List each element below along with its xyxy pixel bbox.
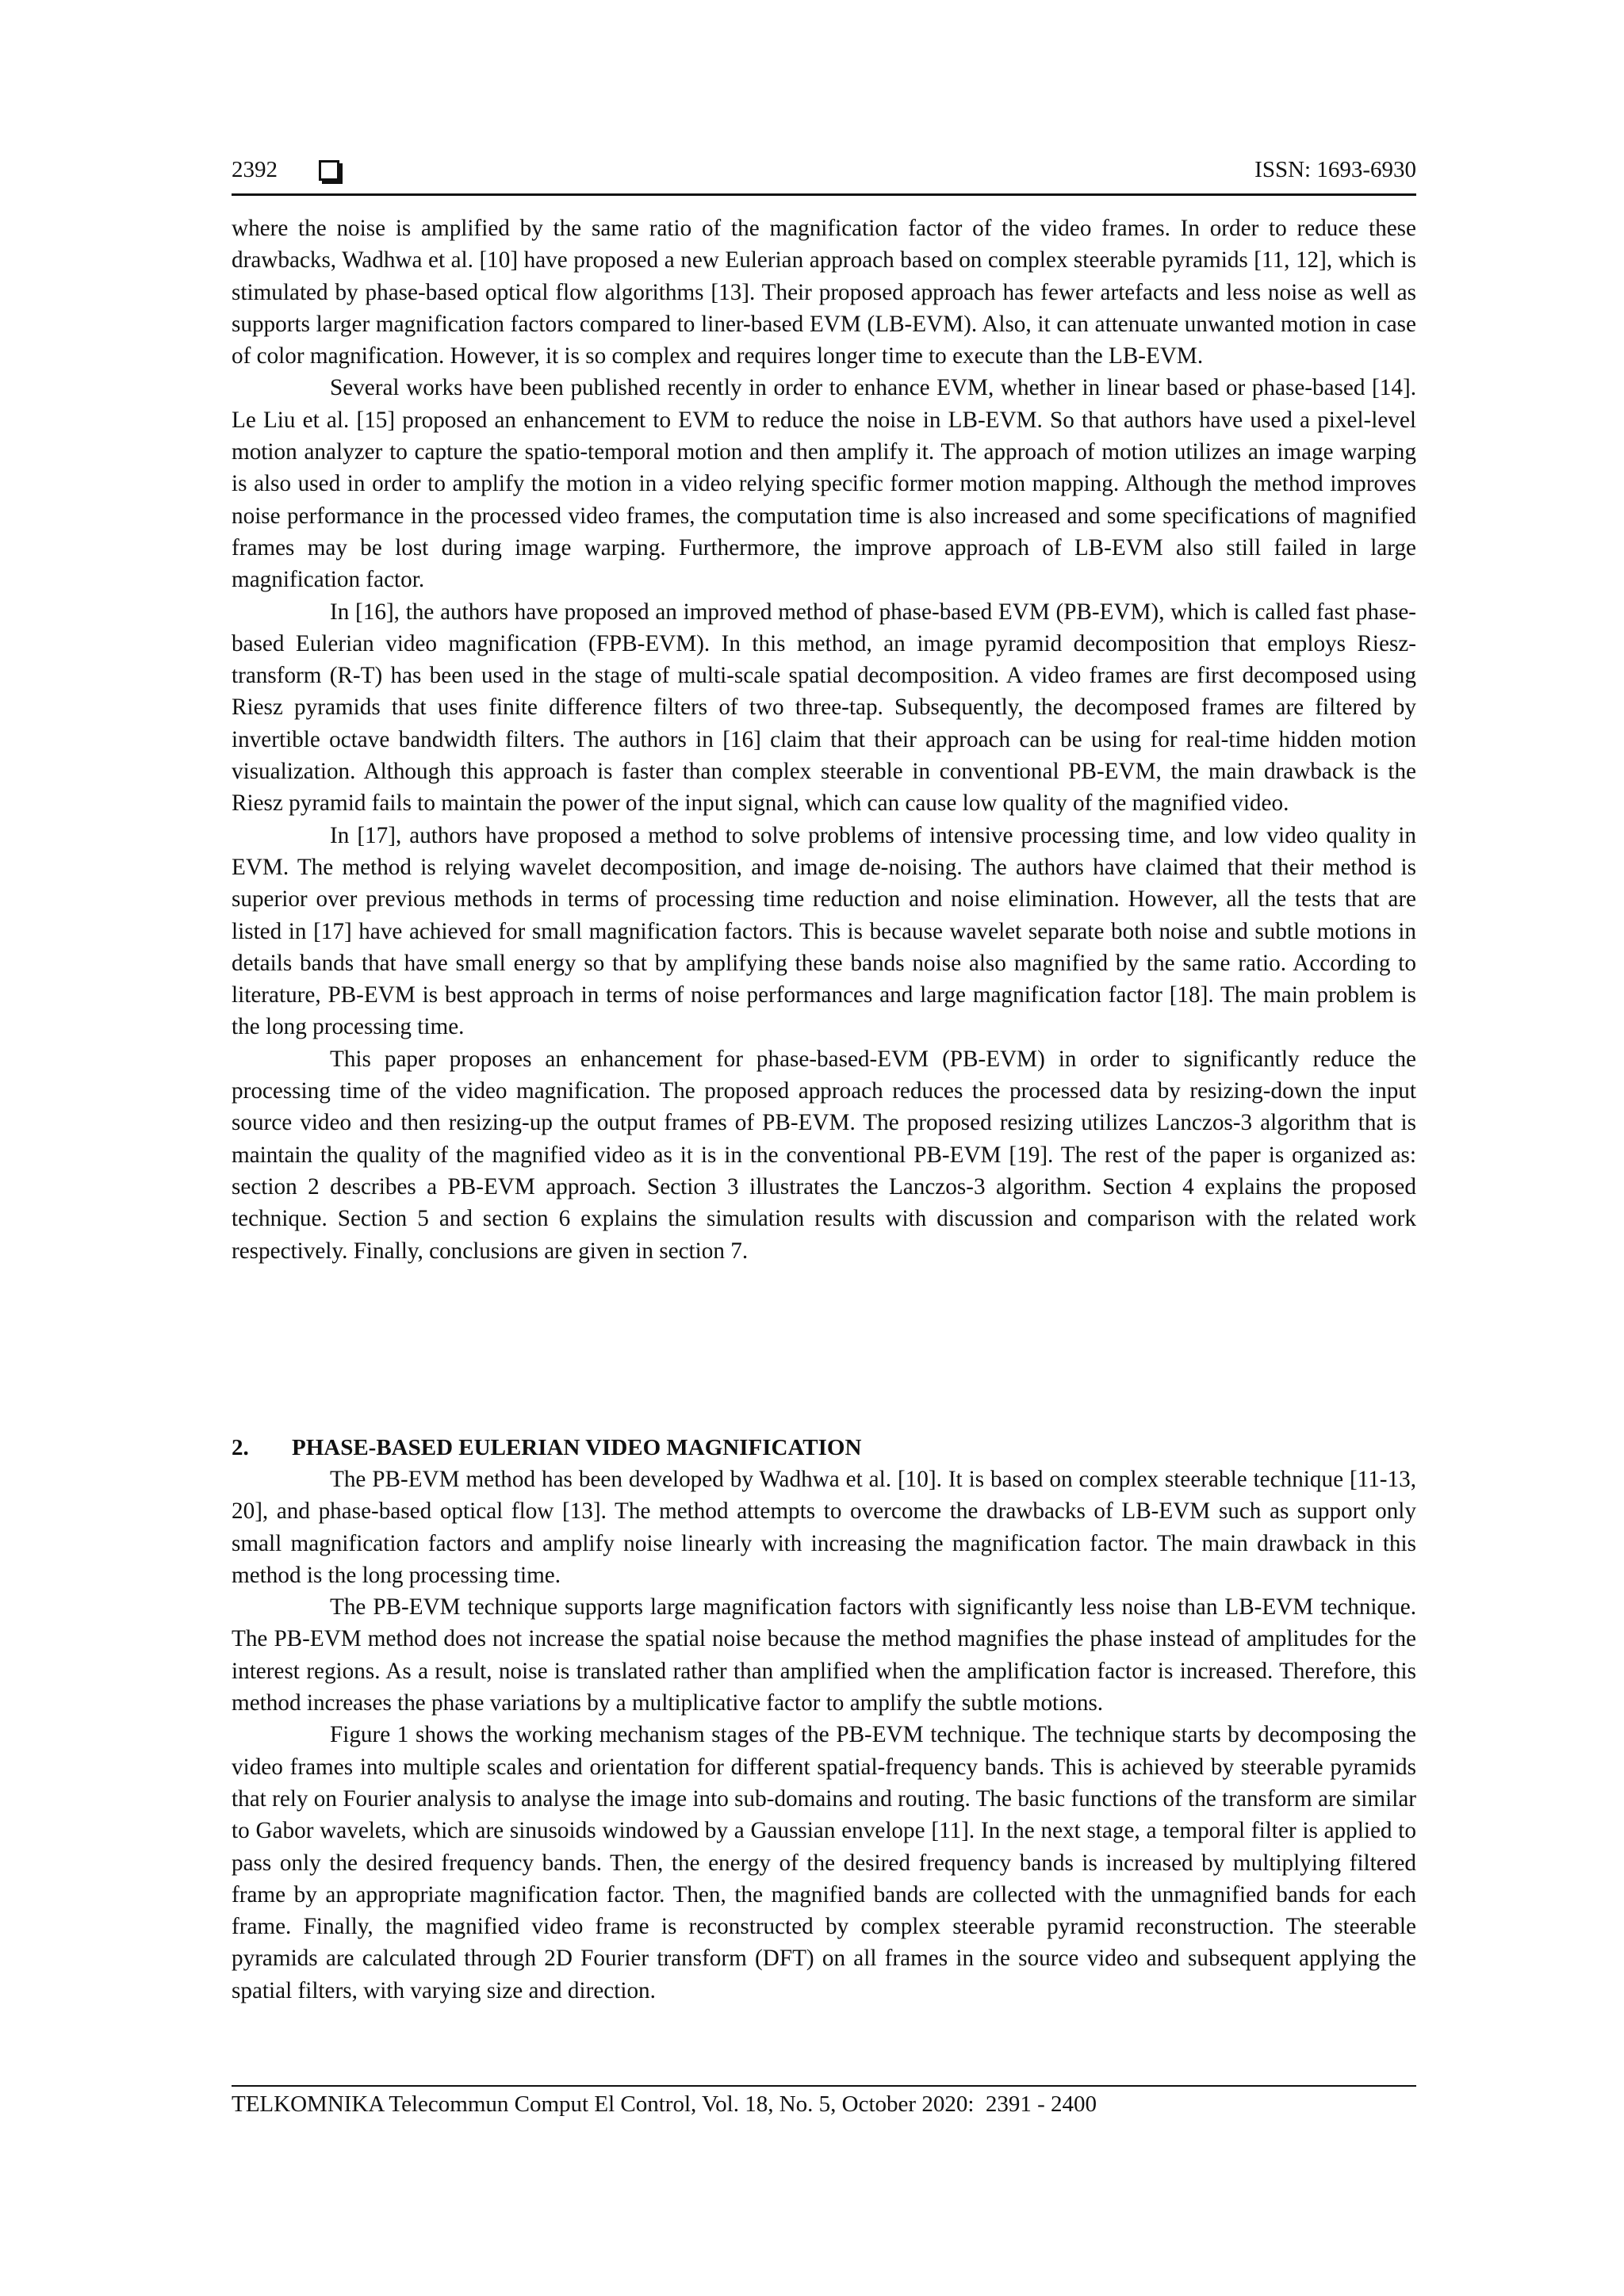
journal-citation: TELKOMNIKA Telecommun Comput El Control, Vol. 18, No. 5, October 2020: 2391 - 2400 [232,2091,1097,2117]
section-title: PHASE-BASED EULERIAN VIDEO MAGNIFICATION [292,1435,862,1460]
header-rule [232,193,1416,196]
paragraph: In [16], the authors have proposed an improved method of phase-based EVM (PB-EVM), which is called fast phase-based Eulerian video magnification (FPB-EVM). In this method, an image pyramid decomposition that employs Riesz-transform (R-T) has been used in the stage of multi-scale spatial decomposition. A video frames are first decomposed using Riesz pyramids that uses finite difference filters of two three-tap. Subsequently, the decomposed frames are filtered by invertible octave bandwidth filters. The authors in [16] claim that their approach can be using for real-time hidden motion visualization. Although this approach is faster than complex steerable in conventional PB-EVM, the main drawback is the Riesz pyramid fails to maintain the power of the input signal, which can cause low quality of the magnified video. [232,599,1416,817]
paragraph: The PB-EVM technique supports large magnification factors with significantly less noise than LB-EVM technique. The PB-EVM method does not increase the spatial noise because the method magnifies the phase instead of amplitudes for the interest regions. As a result, noise is translated rather than amplified when the amplification factor is increased. Therefore, this method increases the phase variations by a multiplicative factor to amplify the subtle motions. [232,1594,1416,1716]
footer-rule [232,2085,1416,2087]
paragraph: Several works have been published recently in order to enhance EVM, whether in linear based or phase-based [14]. Le Liu et al. [15] proposed an enhancement to EVM to reduce the noise in LB-EVM. So that authors have used a pixel-level motion analyzer to capture the spatio-temporal motion and then amplify it. The approach of motion utilizes an image warping is also used in order to amplify the motion in a video relying specific former motion mapping. Although the method improves noise performance in the processed video frames, the computation time is also increased and some specifications of magnified frames may be lost during image warping. Furthermore, the improve approach of LB-EVM also still failed in large magnification factor. [232,375,1416,593]
section-heading [232,1432,1416,1464]
issn-label: ISSN: 1693-6930 [1254,157,1416,182]
paragraph: In [17], authors have proposed a method to solve problems of intensive processing time, and low video quality in EVM. The method is relying wavelet decomposition, and image de-noising. The authors have claimed that their method is superior over previous methods in terms of processing time reduction and noise elimination. However, all the tests that are listed in [17] have achieved for small magnification factors. This is because wavelet separate both noise and subtle motions in details bands that have small energy so that by amplifying these bands noise also magnified by the same ratio. According to literature, PB-EVM is best approach in terms of noise performances and large magnification factor [18]. The main problem is the long processing time. [232,822,1416,1040]
page-header [232,155,1416,197]
paragraph: where the noise is amplified by the same ratio of the magnification factor of the video frames. In order to reduce these drawbacks, Wadhwa et al. [10] have proposed a new Eulerian approach based on complex steerable pyramids [11, 12], which is stimulated by phase-based optical flow algorithms [13]. Their proposed approach has fewer artefacts and less noise as well as supports larger magnification factors compared to liner-based EVM (LB-EVM). Also, it can attenuate unwanted motion in case of color magnification. However, it is so complex and requires longer time to execute than the LB-EVM. [232,216,1416,369]
intro-body [232,212,1416,1267]
section-number: 2. [232,1435,249,1460]
paragraph: Figure 1 shows the working mechanism stages of the PB-EVM technique. The technique starts by decomposing the video frames into multiple scales and orientation for different spatial-frequency bands. This is achieved by steerable pyramids that rely on Fourier analysis to analyse the image into sub-domains and routing. The basic functions of the transform are similar to Gabor wavelets, which are sinusoids windowed by a Gaussian envelope [11]. In the next stage, a temporal filter is applied to pass only the desired frequency bands. Then, the energy of the desired frequency bands is increased by multiplying filtered frame by an appropriate magnification factor. Then, the magnified bands are collected with the unmagnified bands for each frame. Finally, the magnified video frame is reconstructed by complex steerable pyramid reconstruction. The steerable pyramids are calculated through 2D Fourier transform (DFT) on all frames in the source video and subsequent applying the spatial filters, with varying size and direction. [232,1722,1416,2003]
paragraph: The PB-EVM method has been developed by Wadhwa et al. [10]. It is based on complex steerable technique [11-13, 20], and phase-based optical flow [13]. The method attempts to overcome the drawbacks of LB-EVM such as support only small magnification factors and amplify noise linearly with increasing the magnification factor. The main drawback in this method is the long processing time. [232,1467,1416,1588]
page-number: 2392 [232,157,278,182]
checkbox-square-icon [319,160,339,181]
section-body [232,1464,1416,2007]
paragraph: This paper proposes an enhancement for phase-based-EVM (PB-EVM) in order to significantly reduce the processing time of the video magnification. The proposed approach reduces the processed data by resizing-down the input source video and then resizing-up the output frames of PB-EVM. The proposed resizing utilizes Lanczos-3 algorithm that is maintain the quality of the magnified video as it is in the conventional PB-EVM [19]. The rest of the paper is organized as: section 2 describes a PB-EVM approach. Section 3 illustrates the Lanczos-3 algorithm. Section 4 explains the proposed technique. Section 5 and section 6 explains the simulation results with discussion and comparison with the related work respectively. Finally, conclusions are given in section 7. [232,1046,1416,1264]
